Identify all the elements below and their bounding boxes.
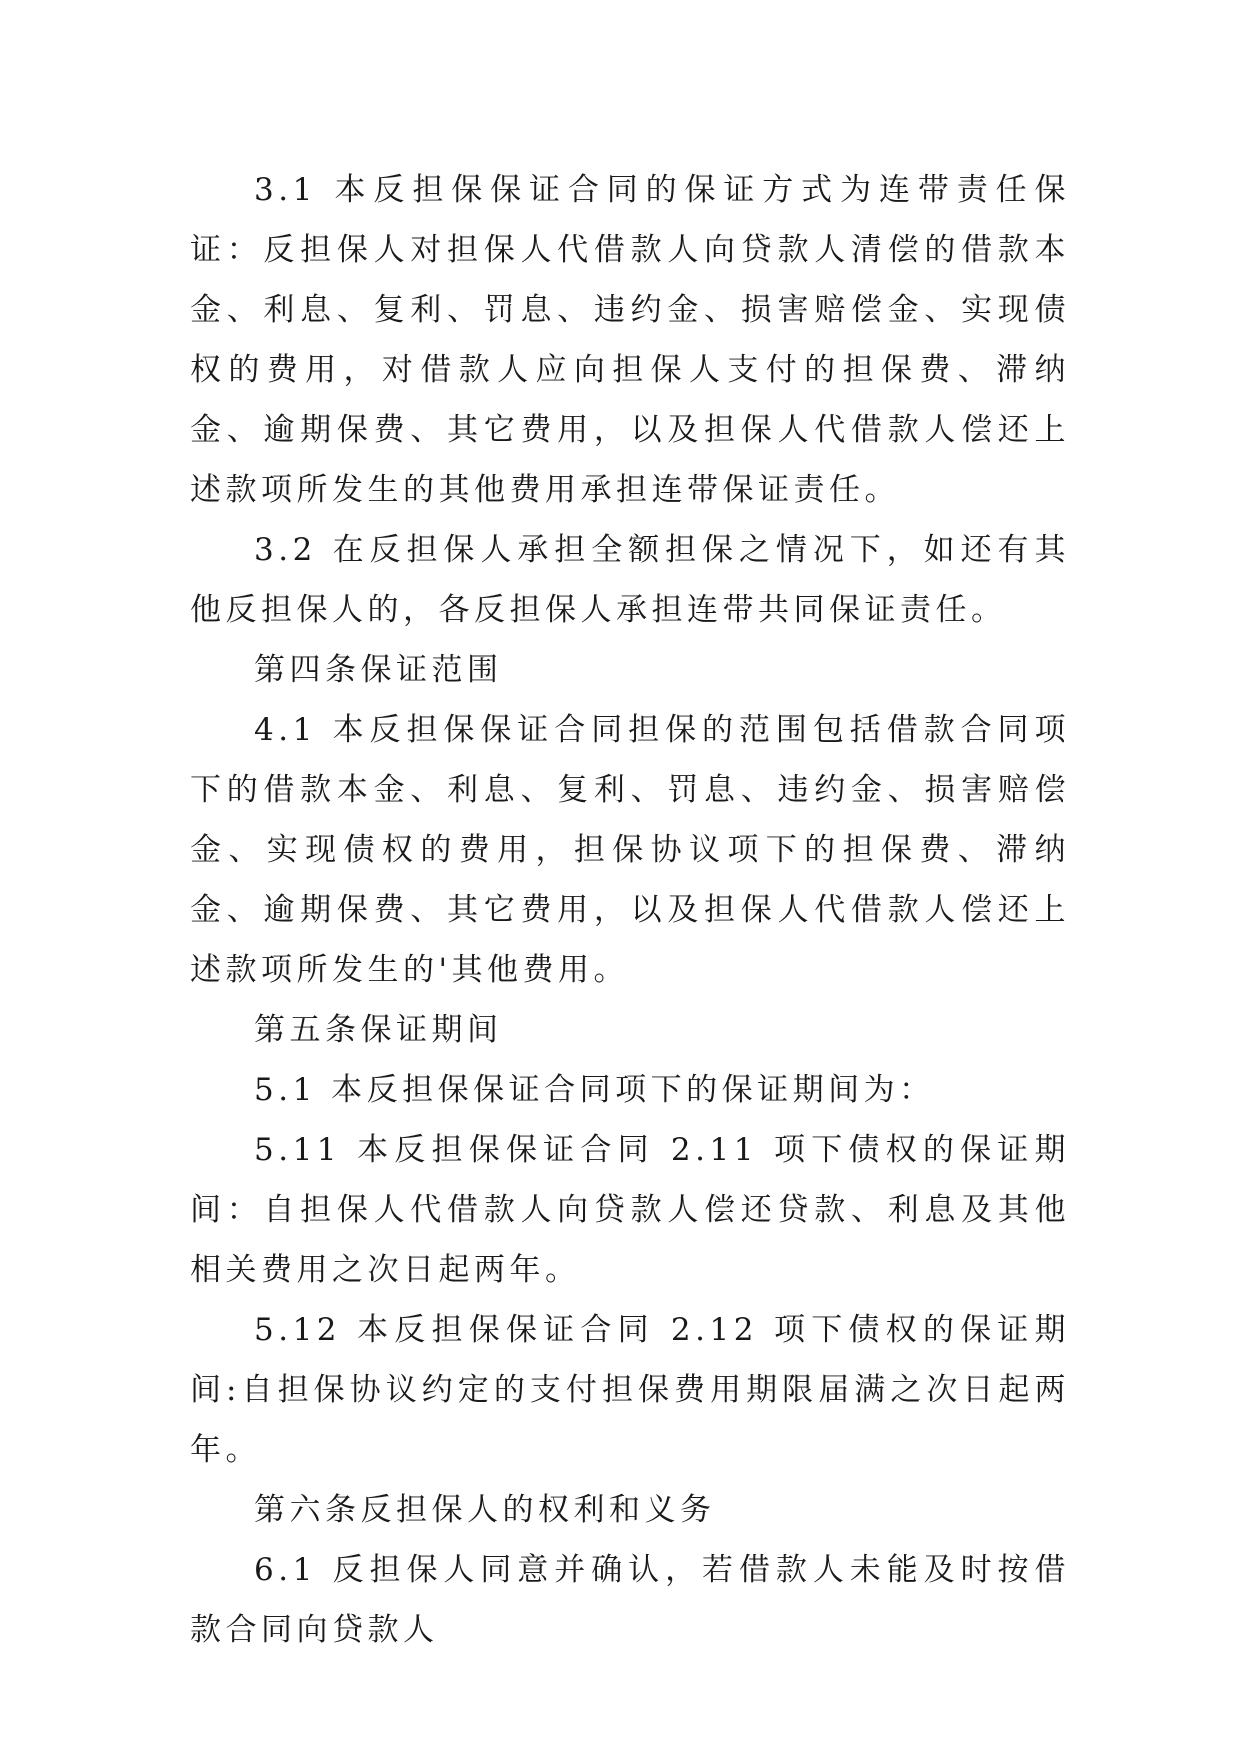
paragraph-4-1: 4.1 本反担保保证合同担保的范围包括借款合同项下的借款本金、利息、复利、罚息、违约金、损害赔偿金、实现债权的费用，担保协议项下的担保费、滞纳金、逾期保费、其它费用，以及担保人代借款人偿还上述款项所发生的'其他费用。 bbox=[190, 712, 1070, 988]
document-body bbox=[190, 160, 1070, 1660]
paragraph-5-12: 5.12 本反担保保证合同 2.12 项下债权的保证期间:自担保协议约定的支付担保费用期限届满之次日起两年。 bbox=[190, 1312, 1070, 1468]
article-5-heading: 第五条保证期间 bbox=[254, 1012, 503, 1048]
paragraph-5-1: 5.1 本反担保保证合同项下的保证期间为： bbox=[254, 1072, 935, 1108]
paragraph-3-1: 3.1 本反担保保证合同的保证方式为连带责任保证：反担保人对担保人代借款人向贷款人清偿的借款本金、利息、复利、罚息、违约金、损害赔偿金、实现债权的费用，对借款人应向担保人支付的担保费、滞纳金、逾期保费、其它费用，以及担保人代借款人偿还上述款项所发生的其他费用承担连带保证责任。 bbox=[190, 172, 1070, 508]
article-6-heading: 第六条反担保人的权利和义务 bbox=[254, 1492, 716, 1528]
article-4-heading: 第四条保证范围 bbox=[254, 652, 503, 688]
paragraph-3-2: 3.2 在反担保人承担全额担保之情况下，如还有其他反担保人的，各反担保人承担连带共同保证责任。 bbox=[190, 532, 1070, 628]
paragraph-5-11: 5.11 本反担保保证合同 2.11 项下债权的保证期间：自担保人代借款人向贷款人偿还贷款、利息及其他相关费用之次日起两年。 bbox=[190, 1132, 1070, 1288]
paragraph-6-1: 6.1 反担保人同意并确认，若借款人未能及时按借款合同向贷款人 bbox=[190, 1552, 1070, 1648]
